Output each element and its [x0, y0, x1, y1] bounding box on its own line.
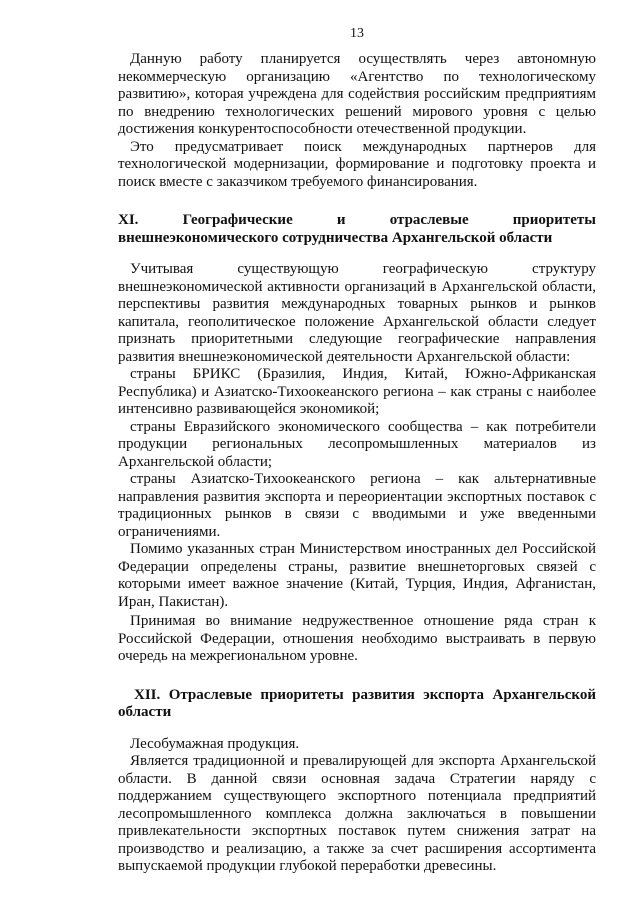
paragraph-xi-1: Учитывая существующую географическую структуру внешнеэкономической активности организаций в Архангельской области, перспективы развития международных товарных рынков и рынков капитала, геополитическое положение Архангельской области следует признать приоритетными следующие географические направления развития внешнеэкономической деятельности Архангельской области: — [118, 261, 596, 365]
paragraph-intro-2: Это предусматривает поиск международных партнеров для технологической модернизации, формирование и подготовку проекта и поиск вместе с заказчиком требуемого финансирования. — [118, 138, 596, 190]
paragraph-xi-4: страны Азиатско-Тихоокеанского региона – как альтернативные направления развития экспорта и переориентации экспортных поставок с традиционных рынков в связи с вводимыми и уже введенными ограничениями. — [118, 471, 596, 540]
document-page — [118, 26, 596, 876]
section-heading-xii: XII. Отраслевые приоритеты развития экспорта Архангельской области — [118, 686, 596, 720]
paragraph-xi-3: страны Евразийского экономического сообщества – как потребители продукции региональных лесопромышленных материалов из Архангельской области; — [118, 418, 596, 470]
paragraph-xi-6: Принимая во внимание недружественное отношение ряда стран к Российской Федерации, отношения необходимо выстраивать в первую очередь на межрегиональном уровне. — [118, 613, 596, 664]
paragraph-xi-2: страны БРИКС (Бразилия, Индия, Китай, Южно-Африканская Республика) и Азиатско-Тихоокеанского региона – как страны с наиболее интенсивно развивающейся экономикой; — [118, 366, 596, 417]
paragraph-xii-2: Является традиционной и превалирующей для экспорта Архангельской области. В данной связи основная задача Стратегии наряду с поддержанием существующего экспортного потенциала предприятий лесопромышленного комплекса должна заключаться в повышении привлекательности экспортных поставок путем снижения затрат на производство и реализацию, а также за счет расширения ассортимента выпускаемой продукции глубокой переработки древесины. — [118, 753, 596, 874]
page-number: 13 — [350, 26, 364, 41]
paragraph-xi-5: Помимо указанных стран Министерством иностранных дел Российской Федерации определены страны, развитие внешнеторговых связей с которыми имеет важное значение (Китай, Турция, Индия, Афганистан, Иран, Пакистан). — [118, 541, 596, 610]
section-heading-xi: XI. Географические и отраслевые приоритеты внешнеэкономического сотрудничества Архангельской области — [118, 212, 596, 246]
paragraph-intro-1: Данную работу планируется осуществлять через автономную некоммерческую организацию «Агентство по технологическому развитию», которая учреждена для содействия российским предприятиям по внедрению технологических решений мирового уровня с целью достижения конкурентоспособности отечественной продукции. — [118, 51, 596, 137]
paragraph-xii-1: Лесобумажная продукция. — [130, 735, 300, 752]
